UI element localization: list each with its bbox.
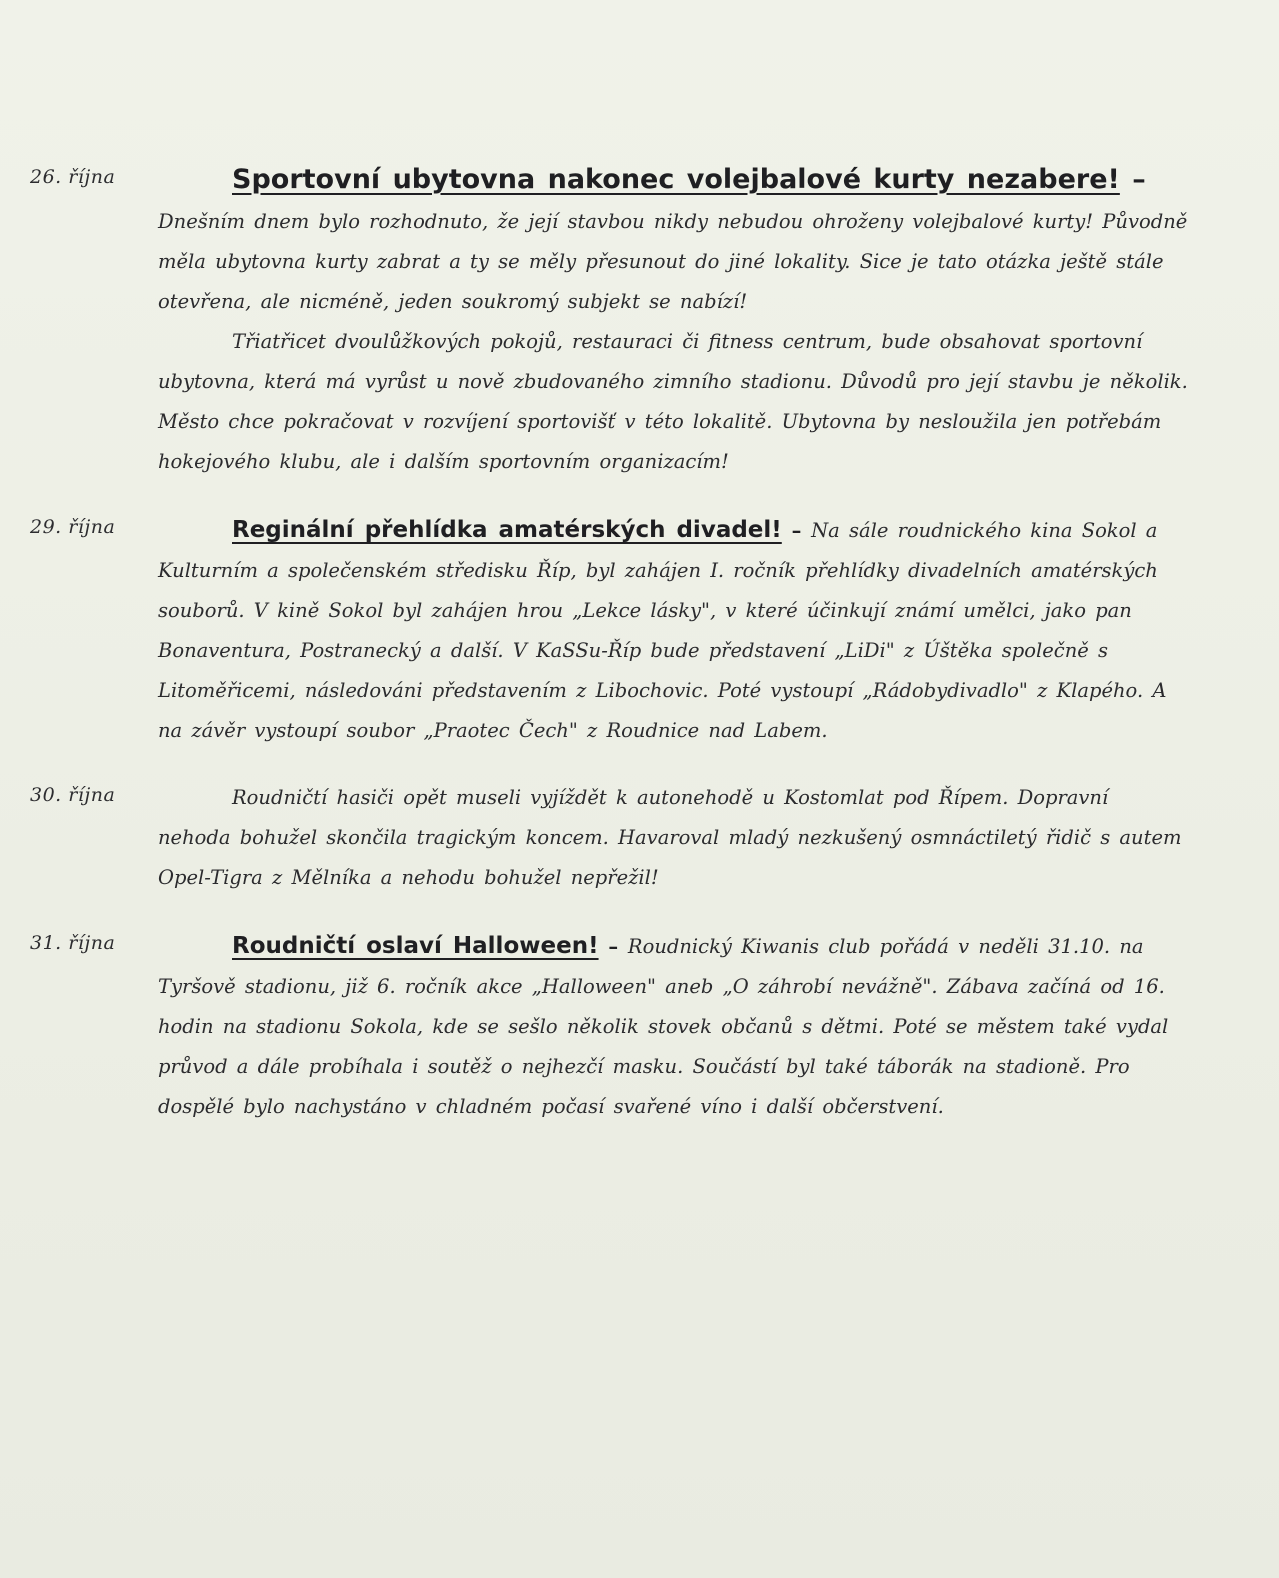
entry-title-line: Sportovní ubytovna nakonec volejbalové kurty nezabere! – [232,164,1146,195]
entry-text [158,160,1188,482]
entry-text [158,926,1188,1127]
entry-title: Roudničtí oslaví Halloween! [232,933,599,959]
entry-date: 29. října [30,516,116,538]
entry-body: Na sále roudnického kina Sokol a Kulturním a společenském středisku Říp, byl zahájen I. ročník přehlídky divadelních amatérských souborů. V kině Sokol byl zahájen hrou „Lekce lásky", v které účinkují známí umělci, jako pan Bonaventura, Postranecký a další. V KaSSu-Říp bude představení „LiDi" z Úštěka společně s Litoměřicemi, následováni představením z Libochovic. Poté vystoupí „Rádobydivadlo" z Klapého. A na závěr vystoupí soubor „Praotec Čech" z Roudnice nad Labem. [158,519,1167,742]
entry-paragraph-text: Třiatřicet dvoulůžkových pokojů, restauraci či fitness centrum, bude obsahovat sportovní ubytovna, která má vyrůst u nově zbudovaného zimního stadionu. Důvodů pro její stavbu je několik. Město chce pokračovat v rozvíjení sportovišť v této lokalitě. Ubytovna by nesloužila jen potřebám hokejového klubu, ale i dalším sportovním organizacím! [158,330,1188,473]
entry-title: Sportovní ubytovna nakonec volejbalové kurty nezabere! [232,164,1120,195]
entry-text [158,778,1188,898]
entry-title: Reginální přehlídka amatérských divadel! [232,517,782,543]
entry-date: 31. října [30,932,116,954]
entry-paragraph-indented: Reginální přehlídka amatérských divadel! – Na sále roudnického kina Sokol a Kulturním a společenském středisku Říp, byl zahájen I. ročník přehlídky divadelních amatérských souborů. V kině Sokol byl zahájen hrou „Lekce lásky", v které účinkují známí umělci, jako pan Bonaventura, Postranecký a další. V KaSSu-Říp bude představení „LiDi" z Úštěka společně s Litoměřicemi, následováni představením z Libochovic. Poté vystoupí „Rádobydivadlo" z Klapého. A na závěr vystoupí soubor „Praotec Čech" z Roudnice nad Labem. [158,517,1167,742]
entry-paragraph-indented [158,322,1188,482]
entry-paragraph: Dnešním dnem bylo rozhodnuto, že její stavbou nikdy nebudou ohroženy volejbalové kurty! Původně měla ubytovna kurty zabrat a ty se měly přesunout do jiné lokality. Sice je tato otázka ještě stále otevřena, ale nicméně, jeden soukromý subjekt se nabízí! [158,210,1188,313]
entry-text [158,510,1188,751]
entry-body: Roudnický Kiwanis club pořádá v neděli 31.10. na Tyršově stadionu, již 6. ročník akce „Halloween" aneb „O záhrobí nevážně". Zábava začíná od 16. hodin na stadionu Sokola, kde se sešlo několik stovek občanů s dětmi. Poté se městem také vydal průvod a dále probíhala i soutěž o nejhezčí masku. Součástí byl také táborák na stadioně. Pro dospělé bylo nachystáno v chladném počasí svařené víno i další občerstvení. [158,935,1169,1118]
entry-body: Roudničtí hasiči opět museli vyjíždět k autonehodě u Kostomlat pod Řípem. Dopravní nehoda bohužel skončila tragickým koncem. Havaroval mladý nezkušený osmnáctiletý řidič s autem Opel-Tigra z Mělníka a nehodu bohužel nepřežil! [158,786,1182,889]
entry-paragraph-indented: Roudničtí oslaví Halloween! – Roudnický Kiwanis club pořádá v neděli 31.10. na Tyršově stadionu, již 6. ročník akce „Halloween" aneb „O záhrobí nevážně". Zábava začíná od 16. hodin na stadionu Sokola, kde se sešlo několik stovek občanů s dětmi. Poté se městem také vydal průvod a dále probíhala i soutěž o nejhezčí masku. Součástí byl také táborák na stadioně. Pro dospělé bylo nachystáno v chladném počasí svařené víno i další občerstvení. [158,933,1169,1118]
entry-paragraph-indented [158,778,1188,898]
entry-date: 30. října [30,784,116,806]
entry-date: 26. října [30,166,116,188]
